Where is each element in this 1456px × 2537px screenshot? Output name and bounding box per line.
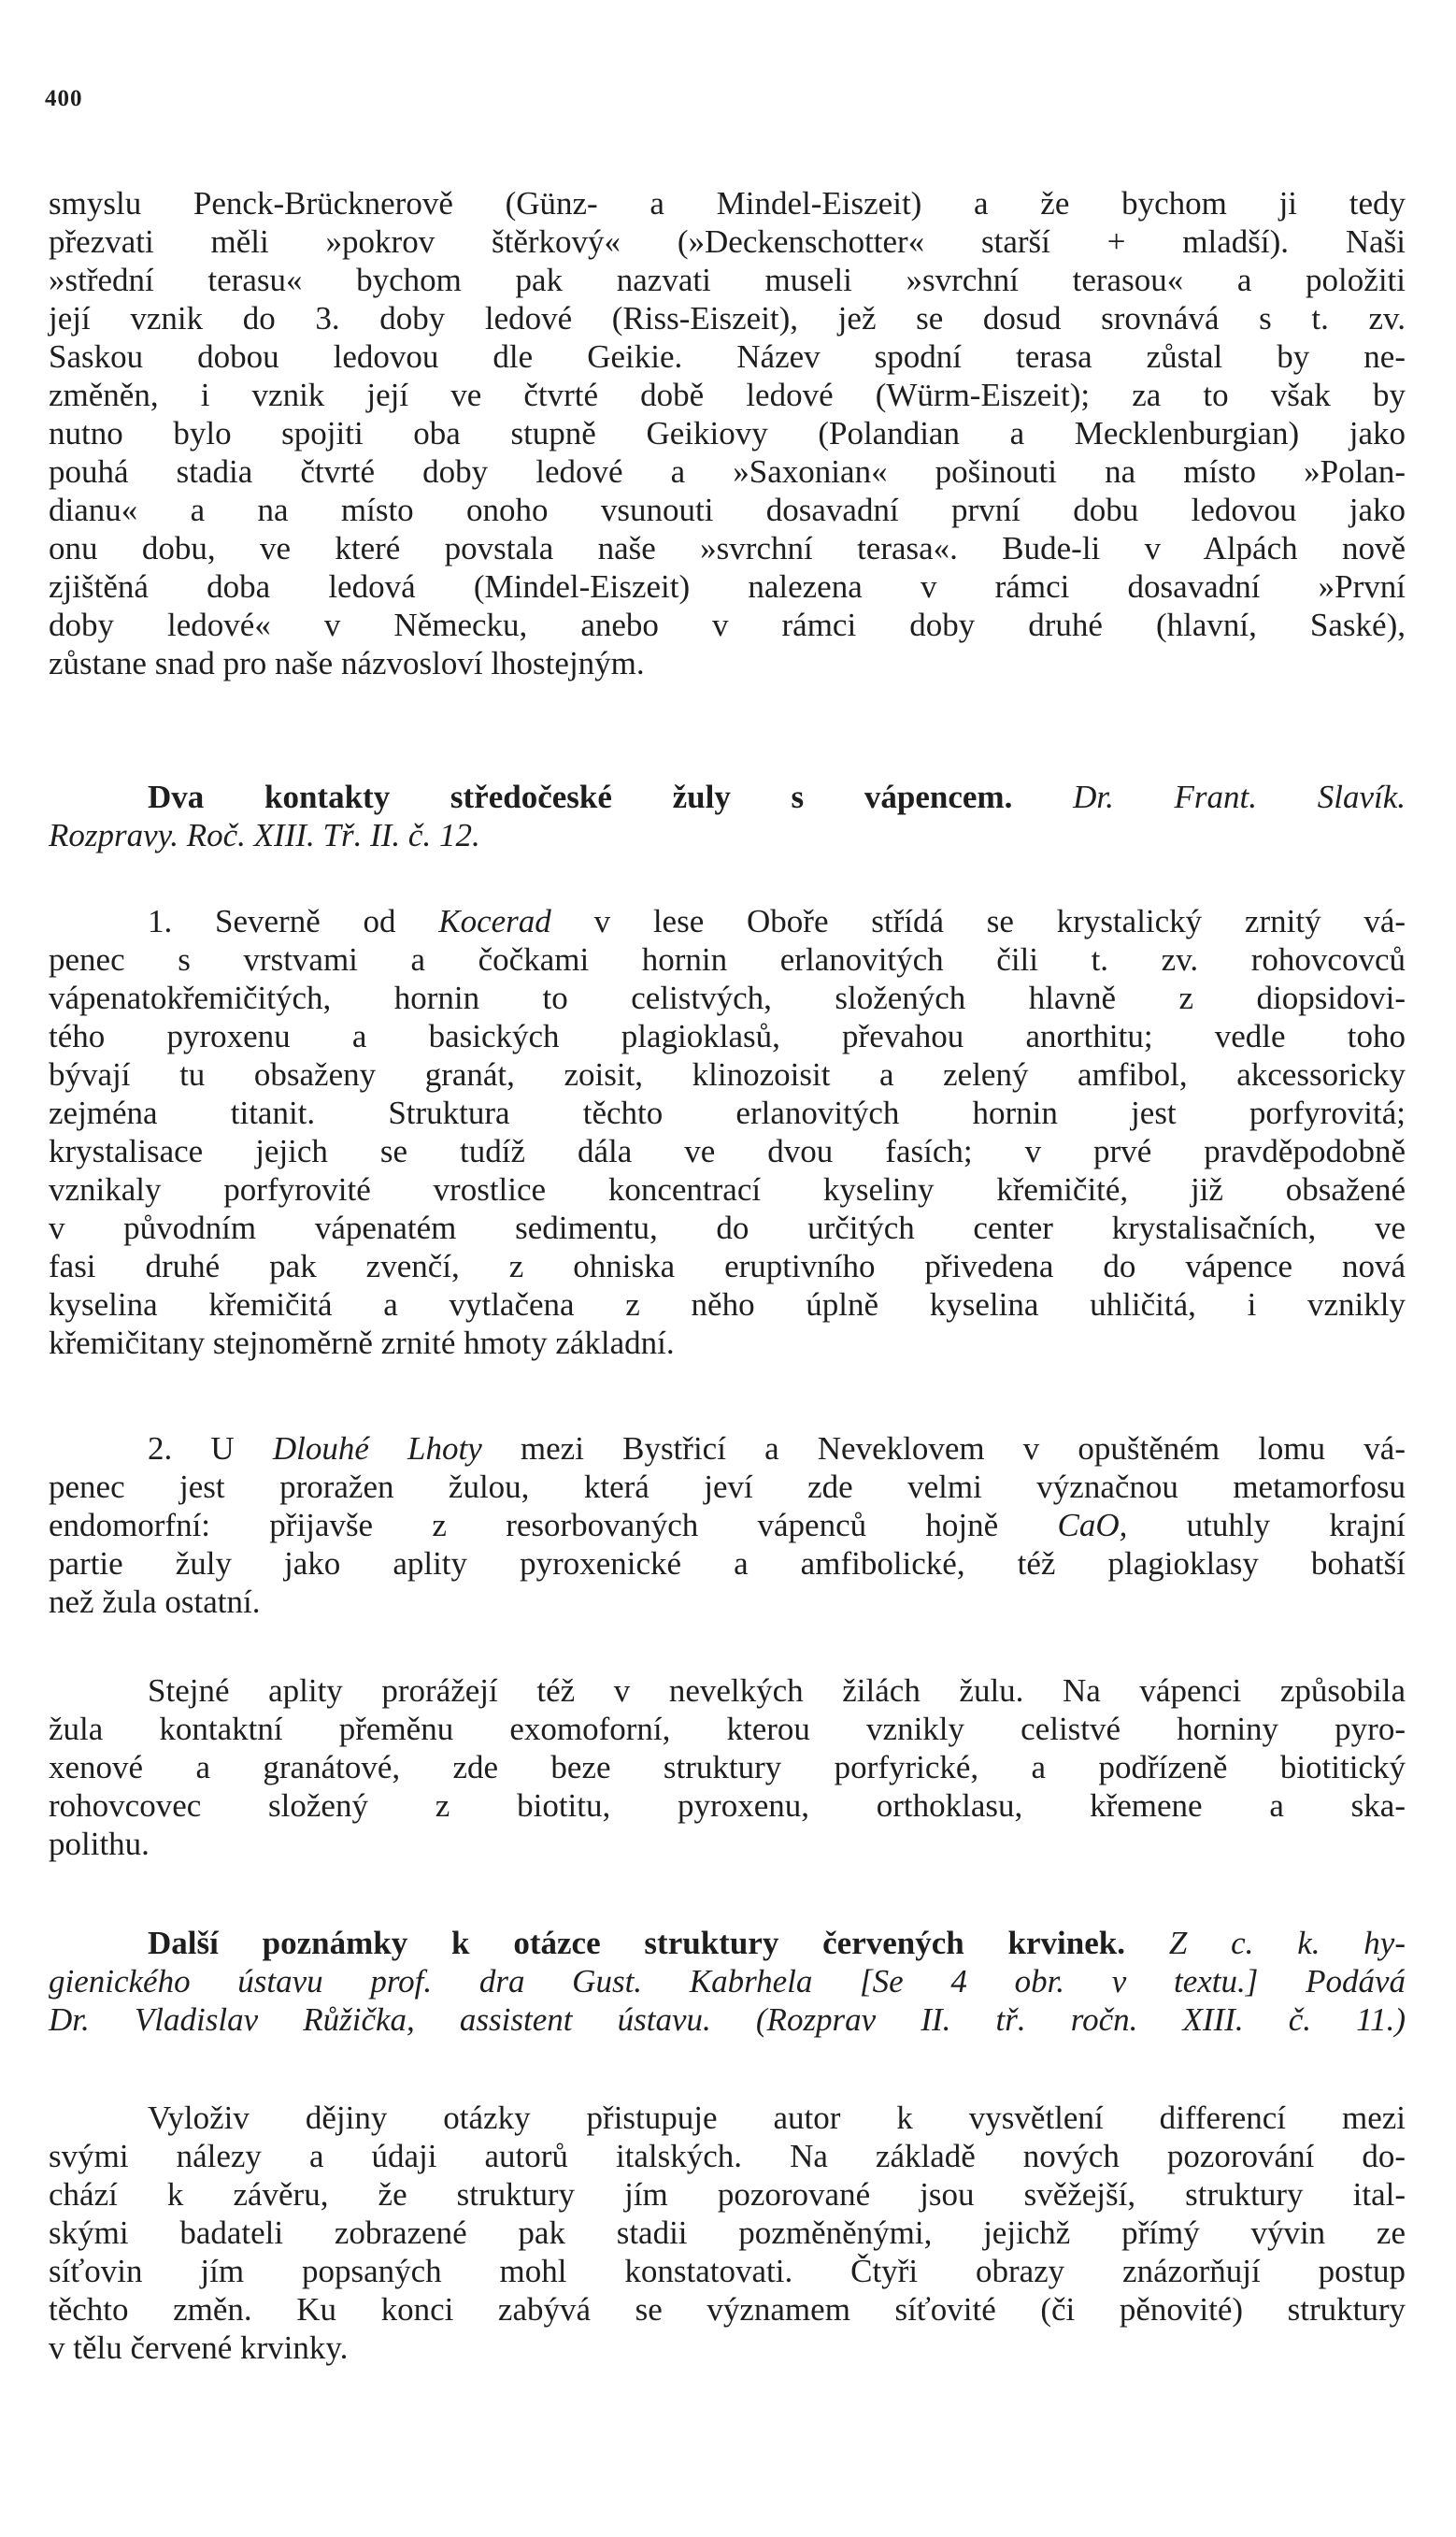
text-line: tého pyroxenu a basických plagioklasů, převahou anorthitu; vedle toho — [49, 1018, 1406, 1054]
text-line: chází k závěru, že struktury jím pozorované jsou svěžejší, struktury ital- — [49, 2176, 1406, 2213]
place-name: Kocerad — [438, 903, 551, 939]
text-line: křemičitany stejnoměrně zrnité hmoty základní. — [49, 1325, 675, 1361]
text-line: polithu. — [49, 1826, 150, 1862]
text-line: doby ledové« v Německu, anebo v rámci doby druhé (hlavní, Saské), — [49, 607, 1406, 643]
text-line: Vyloživ dějiny otázky přistupuje autor k vysvětlení differencí mezi — [148, 2100, 1406, 2136]
text-line: skými badateli zobrazené pak stadii pozměněnými, jejichž přímý vývin ze — [49, 2214, 1406, 2251]
text-line: vápenatokřemičitých, hornin to celistvých, složených hlavně z diopsidovi- — [49, 980, 1406, 1016]
text-line: Saskou dobou ledovou dle Geikie. Název spodní terasa zůstal by ne- — [49, 338, 1406, 375]
article-title: Dva kontakty středočeské žuly s vápencem. — [148, 779, 1013, 815]
text-line: smyslu Penck-Brücknerově (Günz- a Mindel-Eiszeit) a že bychom ji tedy — [49, 185, 1406, 222]
text-line: penec jest proražen žulou, která jeví zde velmi význačnou metamorfosu — [49, 1469, 1406, 1505]
paragraph-kocerad — [49, 902, 1406, 1362]
text-line: dianu« a na místo onoho vsunouti dosavadní první dobu ledovou jako — [49, 492, 1406, 528]
text-line: kyselina křemičitá a vytlačena z něho úplně kyselina uhličitá, i vznikly — [49, 1286, 1406, 1323]
text-line: těchto změn. Ku konci zabývá se významem síťovité (či pěnovité) struktury — [49, 2291, 1406, 2328]
text-line: rohovcovec složený z biotitu, pyroxenu, orthoklasu, křemene a ska- — [49, 1787, 1406, 1824]
text-line: než žula ostatní. — [49, 1584, 261, 1620]
article-heading-contacts — [49, 778, 1406, 854]
text-line: pouhá stadia čtvrté doby ledové a »Saxonian« pošinouti na místo »Polan- — [49, 453, 1406, 490]
text-line: »střední terasu« bychom pak nazvati museli »svrchní terasou« a položiti — [49, 262, 1406, 298]
article-title: Další poznámky k otázce struktury červených krvinek. — [148, 1925, 1125, 1961]
text-line: xenové a granátové, zde beze struktury porfyrické, a podřízeně biotitický — [49, 1749, 1406, 1785]
text-line: její vznik do 3. doby ledové (Riss-Eiszeit), jež se dosud srovnává s t. zv. — [49, 300, 1406, 337]
text-line — [49, 1506, 1406, 1544]
text-line: krystalisace jejich se tudíž dála ve dvou fasích; v prvé pravděpodobně — [49, 1133, 1406, 1169]
text-line: v tělu červené krvinky. — [49, 2329, 349, 2366]
text-line: partie žuly jako aplity pyroxenické a amfibolické, též plagioklasy bohatší — [49, 1545, 1406, 1582]
text-line: změněn, i vznik její ve čtvrté době ledové (Würm-Eiszeit); za to však by — [49, 377, 1406, 413]
text-segment: utuhly krajní — [1186, 1507, 1406, 1543]
text-line: v původním vápenatém sedimentu, do určitých center krystalisačních, ve — [49, 1210, 1406, 1246]
text-segment: endomorfní: přijavše z resorbovaných vápenců hojně — [49, 1507, 999, 1543]
article-author: Dr. Frant. Slavík. — [1073, 779, 1406, 815]
paragraph-terraces — [49, 184, 1406, 682]
article-source: Z c. k. hy- — [1168, 1925, 1406, 1961]
paragraph-dlouha-lhota — [49, 1429, 1406, 1621]
article-source: gienického ústavu prof. dra Gust. Kabrhela [Se 4 obr. v textu.] Podává — [49, 1963, 1406, 2000]
chemical-formula: CaO, — [1057, 1507, 1128, 1543]
text-line: Stejné aplity prorážejí též v nevelkých žilách žulu. Na vápenci způsobila — [148, 1672, 1406, 1709]
page-number: 400 — [45, 86, 83, 111]
article-source: Rozpravy. Roč. XIII. Tř. II. č. 12. — [49, 817, 480, 853]
text-line: žula kontaktní přeměnu exomoforní, kterou vznikly celistvé horniny pyro- — [49, 1711, 1406, 1747]
text-segment: 2. U — [148, 1430, 235, 1467]
place-name: Dlouhé Lhoty — [272, 1430, 482, 1467]
text-line — [49, 902, 1406, 940]
article-author: Dr. Vladislav Růžička, assistent ústavu. (Rozprav II. tř. ročn. XIII. č. 11.) — [49, 2001, 1406, 2038]
paragraph-abstract — [49, 2099, 1406, 2367]
text-line: přezvati měli »pokrov štěrkový« (»Deckenschotter« starší + mladší). Naši — [49, 223, 1406, 260]
text-line: nutno bylo spojiti oba stupně Geikiovy (Polandian a Mecklenburgian) jako — [49, 415, 1406, 452]
text-line: zůstane snad pro naše názvosloví lhostejným. — [49, 645, 645, 681]
text-segment: mezi Bystřicí a Neveklovem v opuštěném lomu vá- — [520, 1430, 1406, 1467]
article-heading-blood-cells — [49, 1924, 1406, 2039]
text-line: zejména titanit. Struktura těchto erlanovitých hornin jest porfyrovitá; — [49, 1095, 1406, 1131]
text-line: síťovin jím popsaných mohl konstatovati. Čtyři obrazy znázorňují postup — [49, 2253, 1406, 2289]
text-segment: 1. Severně od — [148, 903, 396, 939]
text-line: onu dobu, ve které povstala naše »svrchní terasa«. Bude-li v Alpách nově — [49, 530, 1406, 566]
text-line: svými nálezy a údaji autorů italských. Na základě nových pozorování do- — [49, 2138, 1406, 2174]
text-line: vznikaly porfyrovité vrostlice koncentrací kyseliny křemičité, již obsažené — [49, 1171, 1406, 1208]
text-line: fasi druhé pak zvenčí, z ohniska eruptivního přivedena do vápence nová — [49, 1248, 1406, 1284]
text-line: bývají tu obsaženy granát, zoisit, klinozoisit a zelený amfibol, akcessoricky — [49, 1056, 1406, 1093]
text-segment: v lese Oboře střídá se krystalický zrnitý vá- — [593, 903, 1406, 939]
text-line: penec s vrstvami a čočkami hornin erlanovitých čili t. zv. rohovcovců — [49, 941, 1406, 978]
text-line — [49, 1429, 1406, 1468]
text-line: zjištěná doba ledová (Mindel-Eiszeit) nalezena v rámci dosavadní »První — [49, 568, 1406, 605]
paragraph-aplites — [49, 1671, 1406, 1863]
heading-line — [49, 778, 1406, 816]
heading-line — [49, 1924, 1406, 1962]
